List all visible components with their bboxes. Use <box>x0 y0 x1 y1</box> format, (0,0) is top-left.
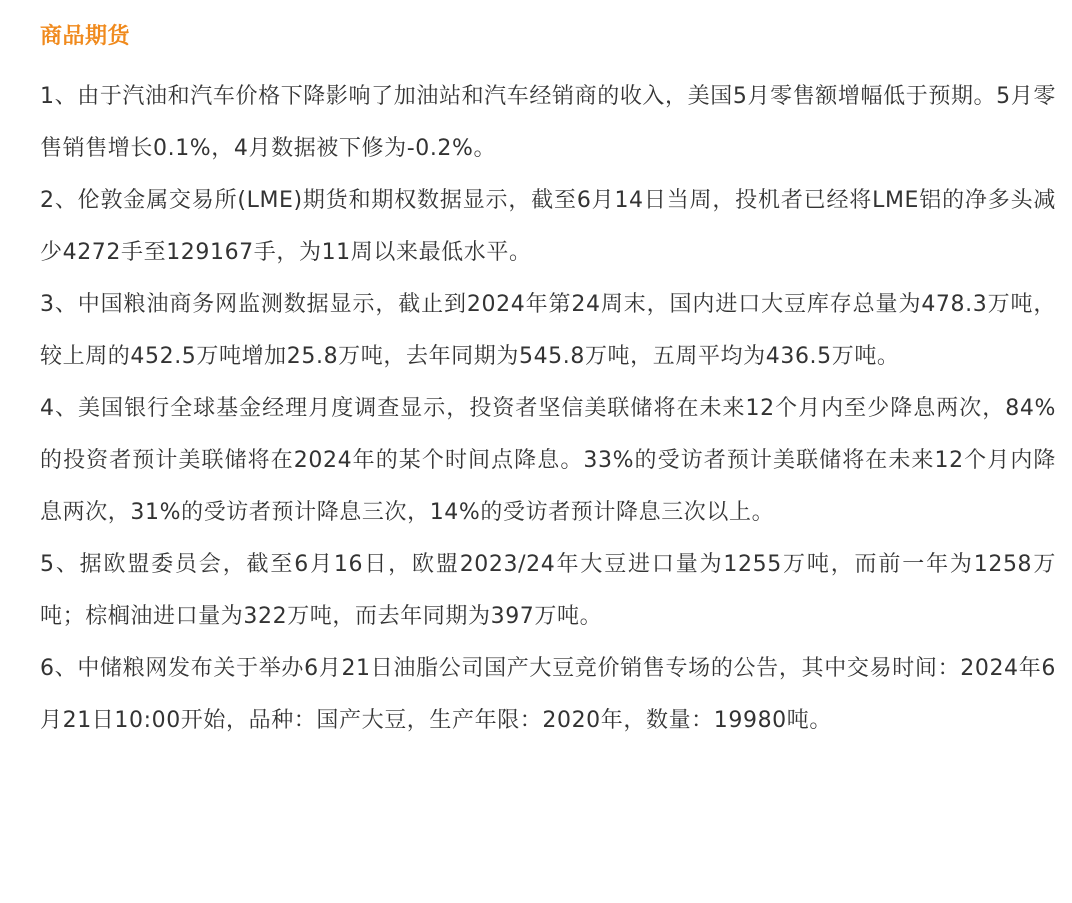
section-title: 商品期货 <box>40 24 131 49</box>
news-item-6: 6、中储粮网发布关于举办6月21日油脂公司国产大豆竞价销售专场的公告，其中交易时间：2024年6月21日10:00开始，品种：国产大豆，生产年限：2020年，数量：19980吨。 <box>40 656 1056 733</box>
news-item-2: 2、伦敦金属交易所(LME)期货和期权数据显示，截至6月14日当周，投机者已经将LME铝的净多头减少4272手至129167手，为11周以来最低水平。 <box>40 188 1056 265</box>
article-content <box>40 0 1056 747</box>
news-item-1: 1、由于汽油和汽车价格下降影响了加油站和汽车经销商的收入，美国5月零售额增幅低于预期。5月零售销售增长0.1%，4月数据被下修为-0.2%。 <box>40 84 1056 161</box>
news-item-3: 3、中国粮油商务网监测数据显示，截止到2024年第24周末，国内进口大豆库存总量为478.3万吨，较上周的452.5万吨增加25.8万吨，去年同期为545.8万吨，五周平均为436.5万吨。 <box>40 292 1056 369</box>
news-item-4: 4、美国银行全球基金经理月度调查显示，投资者坚信美联储将在未来12个月内至少降息两次，84%的投资者预计美联储将在2024年的某个时间点降息。33%的受访者预计美联储将在未来12个月内降息两次，31%的受访者预计降息三次，14%的受访者预计降息三次以上。 <box>40 396 1056 525</box>
news-item-5: 5、据欧盟委员会，截至6月16日，欧盟2023/24年大豆进口量为1255万吨，而前一年为1258万吨；棕榈油进口量为322万吨，而去年同期为397万吨。 <box>40 552 1056 629</box>
